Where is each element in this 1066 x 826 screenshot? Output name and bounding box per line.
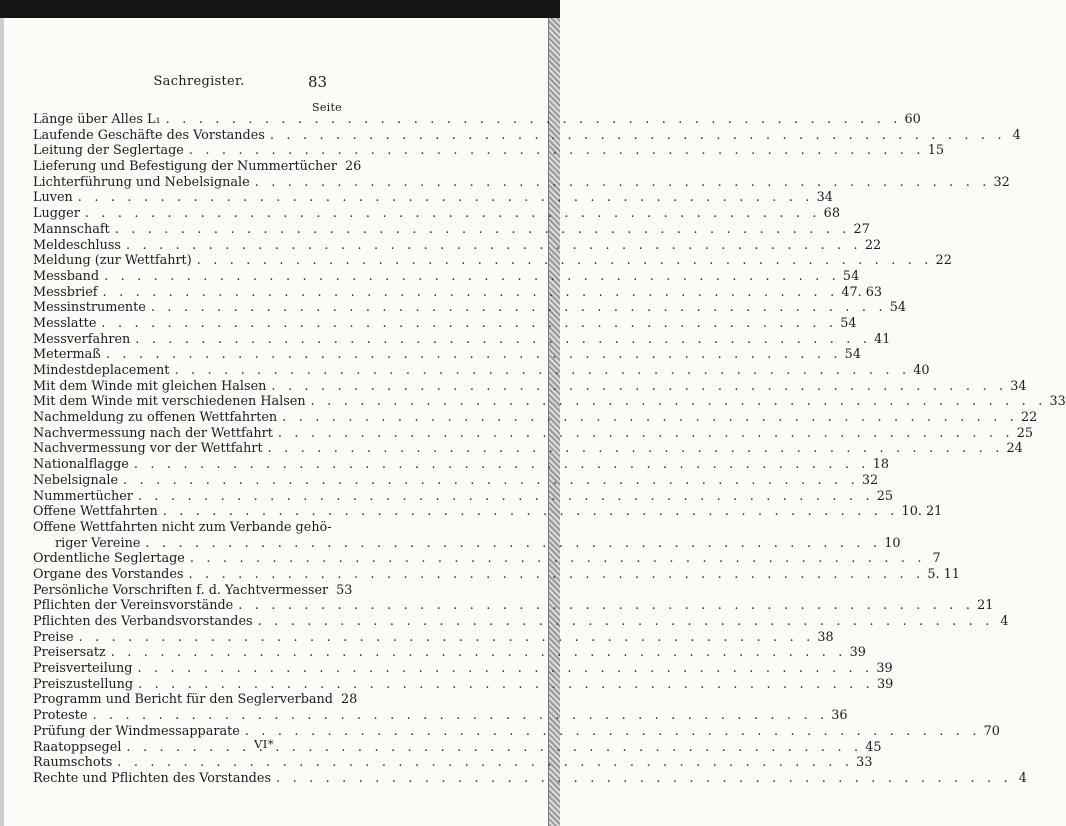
index-entry bbox=[33, 755, 873, 771]
dot-leader bbox=[126, 740, 862, 756]
index-entry bbox=[33, 206, 840, 222]
index-entry bbox=[33, 425, 1034, 442]
entry-pages: 5. 11 bbox=[927, 566, 960, 582]
index-entry bbox=[33, 127, 1021, 144]
dot-leader bbox=[271, 379, 1007, 395]
entry-pages: 21 bbox=[977, 598, 994, 614]
entry-pages: 32 bbox=[993, 174, 1010, 190]
dot-leader bbox=[126, 238, 862, 254]
entry-pages: 38 bbox=[817, 629, 834, 645]
dot-leader bbox=[138, 489, 874, 505]
entry-term: Messverfahren bbox=[33, 331, 131, 347]
scan-top-border bbox=[0, 0, 560, 18]
index-entry bbox=[33, 614, 1009, 630]
entry-term: Meldeschluss bbox=[33, 237, 121, 253]
dot-leader bbox=[134, 457, 870, 473]
dot-leader bbox=[101, 316, 837, 332]
entry-term: riger Vereine bbox=[55, 535, 141, 551]
entry-term: Mannschaft bbox=[33, 221, 110, 237]
dot-leader bbox=[104, 269, 840, 285]
entry-term: Preise bbox=[33, 629, 74, 645]
entry-term: Preisersatz bbox=[33, 645, 106, 661]
running-title: Sachregister. bbox=[153, 74, 245, 89]
index-entry bbox=[33, 190, 833, 206]
entry-term: Nachmeldung zu offenen Wettfahrten bbox=[33, 410, 278, 426]
entry-pages: 18 bbox=[872, 457, 889, 473]
dot-leader bbox=[268, 441, 1004, 457]
dot-leader bbox=[190, 551, 926, 567]
entry-term: Ordentliche Seglertage bbox=[33, 551, 185, 567]
dot-leader bbox=[103, 285, 839, 301]
index-entry bbox=[33, 378, 1027, 395]
page-number: 83 bbox=[308, 73, 328, 91]
entry-pages: 10 bbox=[884, 535, 901, 551]
index-entry bbox=[33, 488, 894, 505]
index-entry bbox=[33, 472, 879, 489]
index-entry bbox=[33, 504, 943, 520]
entry-pages: 54 bbox=[840, 315, 857, 331]
entry-pages: 36 bbox=[831, 708, 848, 724]
entry-term: Raumschots bbox=[33, 755, 113, 771]
entry-pages: 41 bbox=[874, 331, 891, 347]
index-entry bbox=[33, 661, 893, 677]
entry-term: Pflichten der Vereinsvorstände bbox=[33, 598, 234, 614]
index-entry bbox=[33, 629, 834, 646]
entry-pages: 68 bbox=[823, 206, 840, 222]
entry-pages: 32 bbox=[861, 472, 879, 488]
entry-term: Mit dem Winde mit verschiedenen Halsen bbox=[33, 394, 306, 410]
index-entry bbox=[33, 284, 883, 301]
entry-term: Prüfung der Windmessapparate bbox=[33, 723, 240, 739]
entry-term: Lichterführung und Nebelsignale bbox=[33, 174, 250, 190]
entry-term: Messinstrumente bbox=[33, 300, 146, 316]
index-entry bbox=[33, 457, 889, 473]
entry-term: Raatoppsegel bbox=[33, 739, 122, 755]
entry-pages: 54 bbox=[844, 347, 861, 363]
index-entry bbox=[33, 551, 941, 567]
entry-pages: 60 bbox=[904, 112, 921, 127]
index-entry bbox=[33, 645, 866, 661]
dot-leader bbox=[163, 504, 899, 520]
index-entry bbox=[33, 315, 857, 332]
entry-term: Preiszustellung bbox=[33, 676, 134, 692]
index-entry bbox=[33, 441, 1023, 457]
entry-term: Messlatte bbox=[33, 315, 97, 331]
dot-leader bbox=[138, 677, 874, 693]
entry-term: Preisverteilung bbox=[33, 661, 133, 677]
index-entry bbox=[33, 143, 944, 159]
signature-mark: VI* bbox=[254, 737, 275, 751]
entry-term: Pflichten des Verbandsvorstandes bbox=[33, 614, 253, 629]
entry-term: Nebelsignale bbox=[33, 472, 119, 488]
dot-leader bbox=[79, 630, 815, 646]
entry-pages: 40 bbox=[913, 363, 930, 378]
dot-leader bbox=[145, 536, 881, 552]
entry-term: Meldung (zur Wettfahrt) bbox=[33, 253, 192, 269]
entry-pages: 39 bbox=[849, 645, 866, 661]
entry-pages: 24 bbox=[1006, 441, 1023, 457]
entry-pages: 39 bbox=[876, 676, 894, 692]
entry-term: Metermaß bbox=[33, 347, 101, 363]
entry-pages: 33 bbox=[856, 755, 873, 771]
dot-leader bbox=[278, 426, 1014, 442]
index-entry bbox=[33, 253, 952, 269]
index-entry bbox=[33, 692, 358, 708]
scan-left-edge bbox=[0, 18, 4, 826]
index-entry bbox=[33, 676, 894, 693]
entry-pages: 54 bbox=[842, 268, 860, 284]
entry-term: Offene Wettfahrten nicht zum Verbande gehö- bbox=[33, 519, 332, 535]
entry-term: Nationalflagge bbox=[33, 457, 129, 473]
dot-leader bbox=[258, 614, 994, 630]
entry-pages: 7 bbox=[932, 551, 941, 567]
index-entry bbox=[33, 221, 870, 238]
dot-leader bbox=[311, 394, 1047, 410]
entry-term: Nummertücher bbox=[33, 488, 133, 504]
dot-leader bbox=[255, 175, 991, 191]
index-entry bbox=[33, 347, 861, 363]
entry-term: Rechte und Pflichten des Vorstandes bbox=[33, 770, 272, 786]
dot-leader bbox=[92, 708, 828, 724]
dot-leader bbox=[282, 410, 1018, 426]
index-entry bbox=[33, 708, 848, 724]
entry-pages: 10. 21 bbox=[901, 504, 943, 520]
entry-term: Messbrief bbox=[33, 284, 98, 300]
entry-pages: 22 bbox=[935, 253, 952, 269]
entry-term: Offene Wettfahrten bbox=[33, 504, 158, 520]
entry-term: Lugger bbox=[33, 206, 80, 222]
entry-term: Programm und Bericht für den Seglerverband bbox=[33, 692, 333, 708]
entry-pages: 33 bbox=[1049, 394, 1066, 410]
entry-pages: 54 bbox=[889, 300, 907, 316]
entry-pages: 26 bbox=[344, 159, 362, 175]
dot-leader bbox=[135, 332, 871, 348]
index-entry bbox=[33, 300, 907, 316]
entry-term: Persönliche Vorschriften f. d. Yachtvermesser bbox=[33, 582, 329, 598]
index-entry bbox=[33, 363, 930, 379]
entry-pages: 25 bbox=[1016, 425, 1034, 441]
entry-pages: 47. 63 bbox=[841, 284, 883, 300]
entry-pages: 45 bbox=[865, 739, 882, 755]
index-entry bbox=[33, 535, 901, 552]
dot-leader bbox=[166, 112, 902, 128]
dot-leader bbox=[85, 206, 821, 222]
entry-pages: 27 bbox=[853, 221, 870, 237]
dot-leader bbox=[115, 222, 851, 238]
entry-term: Laufende Geschäfte des Vorstandes bbox=[33, 127, 265, 143]
entry-pages: 4 bbox=[1018, 770, 1027, 786]
dot-leader bbox=[189, 143, 925, 159]
index-entry bbox=[33, 268, 860, 285]
entry-pages: 25 bbox=[876, 488, 894, 504]
entry-pages: 34 bbox=[1010, 378, 1027, 394]
index-entry bbox=[33, 770, 1027, 787]
index-entry bbox=[33, 520, 347, 536]
page-header bbox=[0, 74, 560, 94]
entry-pages: 39 bbox=[876, 661, 893, 677]
index-entry bbox=[33, 112, 921, 128]
dot-leader bbox=[151, 300, 887, 316]
dot-leader bbox=[123, 473, 859, 489]
entry-term: Mit dem Winde mit gleichen Halsen bbox=[33, 378, 267, 394]
index-entry bbox=[33, 174, 1010, 191]
dot-leader bbox=[111, 645, 847, 661]
entry-term: Proteste bbox=[33, 708, 88, 724]
entry-pages: 4 bbox=[1000, 614, 1009, 629]
dot-leader bbox=[238, 598, 974, 614]
index-entry bbox=[33, 582, 353, 599]
entry-pages: 28 bbox=[340, 692, 358, 708]
index-entry bbox=[33, 237, 882, 254]
entry-term: Nachvermessung vor der Wettfahrt bbox=[33, 441, 263, 457]
entry-term: Organe des Vorstandes bbox=[33, 566, 184, 582]
dot-leader bbox=[78, 190, 814, 206]
index-entry bbox=[33, 723, 1000, 740]
entry-pages: 53 bbox=[336, 582, 353, 598]
entry-term: Luven bbox=[33, 190, 73, 206]
index-list bbox=[33, 112, 1066, 787]
index-entry bbox=[33, 739, 882, 756]
entry-term: Mindestdeplacement bbox=[33, 363, 170, 378]
index-entry bbox=[33, 598, 994, 614]
index-entry bbox=[33, 394, 1066, 410]
dot-leader bbox=[106, 347, 842, 363]
column-label-seite: Seite bbox=[312, 101, 342, 114]
index-entry bbox=[33, 331, 891, 348]
entry-term: Nachvermessung nach der Wettfahrt bbox=[33, 425, 273, 441]
entry-term: Leitung der Seglertage bbox=[33, 143, 184, 159]
index-entry bbox=[33, 159, 362, 175]
entry-term: Lieferung und Befestigung der Nummertücher bbox=[33, 159, 337, 175]
entry-pages: 4 bbox=[1012, 127, 1021, 143]
entry-term: Messband bbox=[33, 268, 100, 284]
dot-leader bbox=[117, 755, 853, 771]
dot-leader bbox=[189, 567, 925, 583]
index-entry bbox=[33, 410, 1038, 426]
entry-pages: 15 bbox=[927, 143, 944, 159]
dot-leader bbox=[276, 771, 1012, 787]
index-entry bbox=[33, 566, 960, 583]
dot-leader bbox=[270, 128, 1006, 144]
entry-pages: 22 bbox=[864, 237, 882, 253]
entry-term: Länge über Alles L₁ bbox=[33, 112, 161, 127]
dot-leader bbox=[245, 724, 981, 740]
dot-leader bbox=[197, 253, 933, 269]
dot-leader bbox=[137, 661, 873, 677]
dot-leader bbox=[174, 363, 910, 379]
entry-pages: 22 bbox=[1021, 410, 1038, 426]
entry-pages: 34 bbox=[816, 190, 833, 206]
entry-pages: 70 bbox=[983, 723, 1000, 739]
